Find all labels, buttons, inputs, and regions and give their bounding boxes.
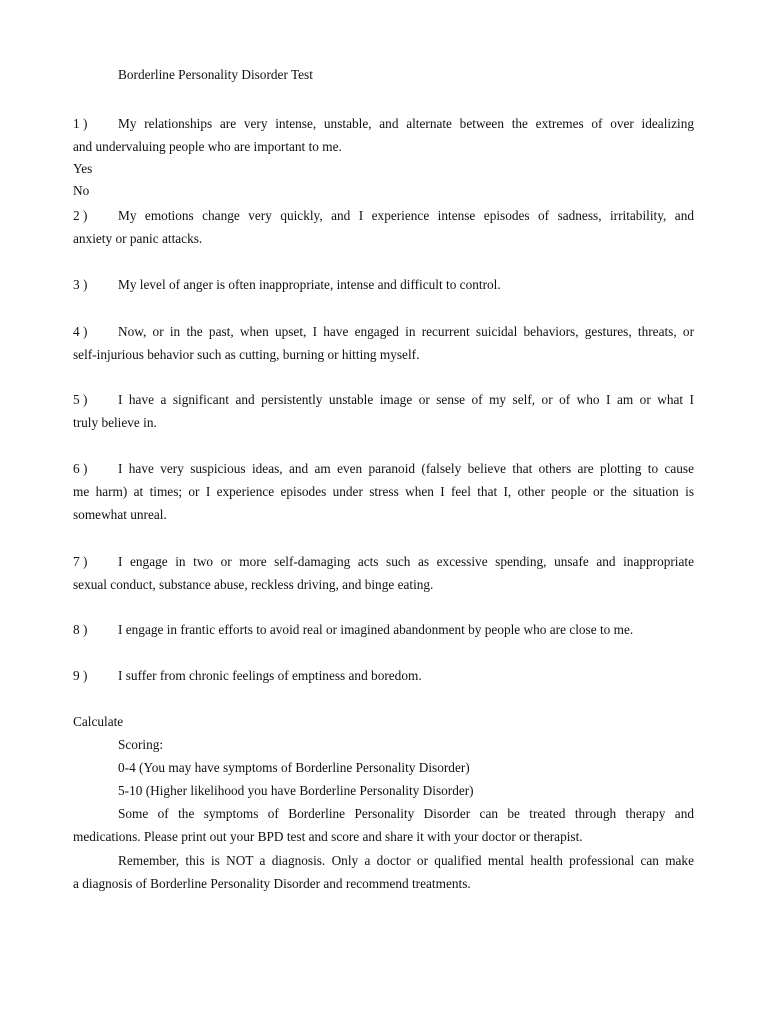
- question-text-line: me harm) at times; or I experience episodes under stress when I feel that I, other people or the situation is: [73, 484, 694, 499]
- question-text-line: and undervaluing people who are important to me.: [73, 139, 342, 154]
- question-text-line: I have very suspicious ideas, and am even paranoid (falsely believe that others are plotting to cause: [118, 461, 694, 476]
- note-line: Some of the symptoms of Borderline Personality Disorder can be treated through therapy and: [118, 806, 694, 821]
- question-number: 9 ): [73, 668, 88, 683]
- question-number: 4 ): [73, 324, 88, 339]
- calculate-button[interactable]: Calculate: [73, 714, 124, 729]
- scoring-range-low: 0-4 (You may have symptoms of Borderline Personality Disorder): [118, 760, 470, 775]
- question-text-line: sexual conduct, substance abuse, reckless driving, and binge eating.: [73, 577, 434, 592]
- question-3-text: My level of anger is often inappropriate, intense and difficult to control.: [118, 277, 501, 292]
- option-no[interactable]: No: [73, 183, 90, 198]
- question-text-line: self-injurious behavior such as cutting, burning or hitting myself.: [73, 347, 420, 362]
- question-7: [73, 550, 694, 596]
- question-4: [73, 320, 694, 366]
- note-line: medications. Please print out your BPD test and score and share it with your doctor or therapist.: [73, 829, 583, 844]
- page-title: Borderline Personality Disorder Test: [118, 67, 313, 82]
- question-number: 1 ): [73, 116, 88, 131]
- question-8-text: I engage in frantic efforts to avoid real or imagined abandonment by people who are close to me.: [118, 622, 634, 637]
- question-text-line: Now, or in the past, when upset, I have engaged in recurrent suicidal behaviors, gestures, threats, or: [118, 324, 694, 339]
- note-line: Remember, this is NOT a diagnosis. Only a doctor or qualified mental health professional can make: [118, 853, 694, 868]
- question-number: 6 ): [73, 461, 88, 476]
- disclaimer-note: [73, 849, 694, 895]
- question-text-line: somewhat unreal.: [73, 507, 167, 522]
- question-5: [73, 388, 694, 434]
- question-text-line: I engage in two or more self-damaging acts such as excessive spending, unsafe and inappropriate: [118, 554, 694, 569]
- option-yes[interactable]: Yes: [73, 161, 93, 176]
- question-text-line: anxiety or panic attacks.: [73, 231, 203, 246]
- note-line: a diagnosis of Borderline Personality Disorder and recommend treatments.: [73, 876, 471, 891]
- question-text-line: My relationships are very intense, unstable, and alternate between the extremes of over idealizing: [118, 116, 694, 131]
- question-number: 8 ): [73, 622, 88, 637]
- scoring-range-high: 5-10 (Higher likelihood you have Borderline Personality Disorder): [118, 783, 474, 798]
- scoring-label: Scoring:: [118, 737, 164, 752]
- question-text-line: truly believe in.: [73, 415, 157, 430]
- question-2: [73, 204, 694, 250]
- treatment-note: [73, 802, 694, 848]
- question-number: 2 ): [73, 208, 88, 223]
- question-1: [73, 112, 694, 158]
- question-number: 5 ): [73, 392, 88, 407]
- question-number: 7 ): [73, 554, 88, 569]
- question-text-line: I have a significant and persistently unstable image or sense of my self, or of who I am or what I: [118, 392, 694, 407]
- question-6: [73, 457, 694, 526]
- question-9-text: I suffer from chronic feelings of emptiness and boredom.: [118, 668, 422, 683]
- question-number: 3 ): [73, 277, 88, 292]
- question-text-line: My emotions change very quickly, and I experience intense episodes of sadness, irritability, and: [118, 208, 694, 223]
